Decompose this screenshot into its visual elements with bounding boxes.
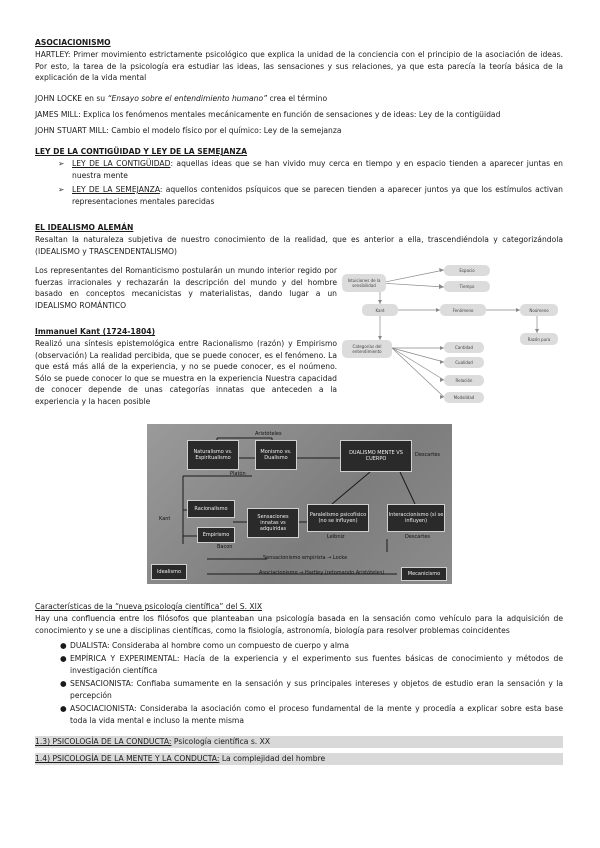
section-title-idealism: EL IDEALISMO ALEMÁN [35, 223, 134, 232]
arrow-bullet-icon: ➢ [58, 185, 65, 194]
racionalismo-box: Racionalismo [187, 500, 235, 518]
kant-title: Immanuel Kant (1724-1804) [35, 327, 156, 336]
law-text: : aquellos contenidos psíquicos que se parecen tienden a aparecer juntos ya que los estímulos activan representaciones mentales parecidas [72, 185, 563, 206]
bullet-dot-icon: ● [60, 641, 67, 650]
descartes-label: Descartes [415, 452, 441, 458]
concept-pill: Modalidad [444, 392, 484, 403]
stuart-mill-paragraph: JOHN STUART MILL: Cambio el modelo físico por el químico: Ley de la semejanza [35, 126, 342, 135]
characteristic-item: ● SENSACIONISTA: Confiaba sumamente en la sensación y sus principales intereses y objetos de estudio eran la sensación y la percepción [60, 679, 563, 700]
descartes-label: Descartes [405, 534, 431, 540]
kant-paragraph: Realizó una síntesis epistemológica entre Racionalismo (razón) y Empirismo (observación) La realidad percibida, que se puede conocer, es el fenómeno. La que está más allá de la experiencia, y no se puede conocer, es el noúmeno. Sólo se puede conocer lo que se muestra en la experiencia Nuestra capacidad de conocer depende de unas categorías innatas que anteceden a la experiencia y la hacen posible [35, 339, 337, 406]
section-title-asociacionismo: ASOCIACIONISMO [35, 38, 111, 47]
dualismo-box: DUALISMO MENTE VS CUERPO [340, 440, 412, 472]
sensacionismo-label: Sensacionismo empirista → Locke [263, 555, 348, 561]
interaccionismo-box: Interaccionismo (sí se influyen) [387, 504, 445, 532]
law-text: : aquellas ideas que se han vivido muy cerca en tiempo y en espacio tienden a aparecer juntas en nuestra mente [72, 159, 563, 180]
locke-paragraph [35, 93, 563, 105]
james-mill-paragraph: JAMES MILL: Explica los fenómenos mentales mecánicamente en función de sensaciones y de ideas: Ley de la contigüidad [35, 110, 501, 119]
arrow-bullet-icon: ➢ [58, 159, 65, 168]
characteristic-item: ● ASOCIACIONISTA: Consideraba la asociación como el proceso fundamental de la mente y procedía a explicar sobre esta base toda la vida mental e incluso la mente misma [60, 704, 563, 725]
philosophy-diagram-image [147, 424, 452, 584]
kant-concept-map [340, 262, 565, 410]
concept-pill: Noúmeno [520, 304, 558, 316]
section-heading-1-3: 1.3) PSICOLOGÍA DE LA CONDUCTA: Psicología científica s. XX [35, 736, 563, 748]
section-heading-1-4: 1.4) PSICOLOGÍA DE LA MENTE Y LA CONDUCTA: La complejidad del hombre [35, 753, 563, 765]
concept-pill: Relación [444, 375, 484, 386]
locke-book-title: “Ensayo sobre el entendimiento humano” [107, 94, 268, 103]
romanticism-paragraph: Los representantes del Romanticismo postularán un mundo interior regido por fuerzas irracionales y rechazarán la descripción del mundo y del hombre basado en conceptos mecanicistas y materialistas, dando lugar a un IDEALISMO ROMÁNTICO [35, 266, 337, 310]
locke-text-c: crea el término [267, 94, 328, 103]
concept-pill: Razón pura [520, 333, 558, 345]
law-item [58, 158, 563, 181]
concept-pill: Categorías del entendimiento [342, 340, 392, 358]
aristoteles-label: Aristóteles [255, 431, 282, 437]
platon-label: Platón [230, 471, 246, 477]
law-name: LEY DE LA SEMEJANZA [72, 185, 160, 194]
paralelismo-box: Paralelismo psicofísico (no se influyen) [307, 504, 369, 532]
concept-pill: Intuiciones de la sensibilidad [342, 274, 386, 292]
law-name: LEY DE LA CONTIGÜIDAD [72, 159, 171, 168]
asociacionismo-label: Asociacionismo → Hartley (retomando Aristóteles) [259, 570, 385, 576]
characteristics-title: Características de la “nueva psicología científica” del S. XIX [35, 602, 263, 611]
idealismo-box: Idealismo [151, 564, 187, 580]
bullet-dot-icon: ● [60, 704, 67, 713]
bacon-label: Bacon [217, 544, 233, 550]
concept-pill: Kant [362, 304, 398, 316]
bullet-dot-icon: ● [60, 654, 67, 663]
law-item [58, 184, 563, 207]
locke-text-a: JOHN LOCKE en su [35, 94, 108, 103]
section-title-laws: LEY DE LA CONTIGÜIDAD Y LEY DE LA SEMEJANZA [35, 147, 248, 156]
concept-pill: Tiempo [444, 281, 490, 292]
naturalismo-box: Naturalismo vs. Espiritualismo [187, 440, 239, 470]
concept-pill: Fenómeno [440, 304, 486, 316]
concept-pill: Cantidad [444, 342, 484, 353]
characteristic-item: ● DUALISTA: Consideraba al hombre como un compuesto de cuerpo y alma [60, 641, 349, 650]
characteristics-intro: Hay una confluencia entre los filósofos que planteaban una psicología basada en la sensación como vehículo para la adquisición de conocimiento y se une a disciplinas científicas, como la fisiología, astronomía, biología para resolver problemas coincidentes [35, 614, 563, 635]
sensaciones-box: Sensaciones innatas vs adquiridas [247, 508, 299, 538]
hartley-paragraph: HARTLEY: Primer movimiento estrictamente psicológico que explica la unidad de la conciencia con el principio de la asociación de ideas. Por esto, la tarea de la psicología era estudiar las ideas, las sensaciones y sus relaciones, ya que esta parecía la teoría básica de la explicación de la vida mental [35, 50, 563, 82]
characteristic-item: ● EMPÍRICA Y EXPERIMENTAL: Hacía de la experiencia y el experimento sus fuentes básicas de conocimiento y métodos de investigación científica [60, 654, 563, 675]
empirismo-box: Empirismo [197, 527, 235, 543]
concept-pill: Cualidad [444, 357, 484, 368]
mecanicismo-box: Mecanicismo [401, 567, 447, 581]
kant-label: Kant [159, 516, 171, 522]
idealism-intro: Resaltan la naturaleza subjetiva de nuestro conocimiento de la realidad, que es anterior a ella, trascendiéndola y categorizándola (IDEALISMO y TRASCENDENTALISMO) [35, 235, 563, 256]
leibniz-label: Leibniz [327, 534, 345, 540]
concept-pill: Espacio [444, 265, 490, 276]
bullet-dot-icon: ● [60, 679, 67, 688]
monismo-box: Monismo vs. Dualismo [255, 440, 297, 470]
